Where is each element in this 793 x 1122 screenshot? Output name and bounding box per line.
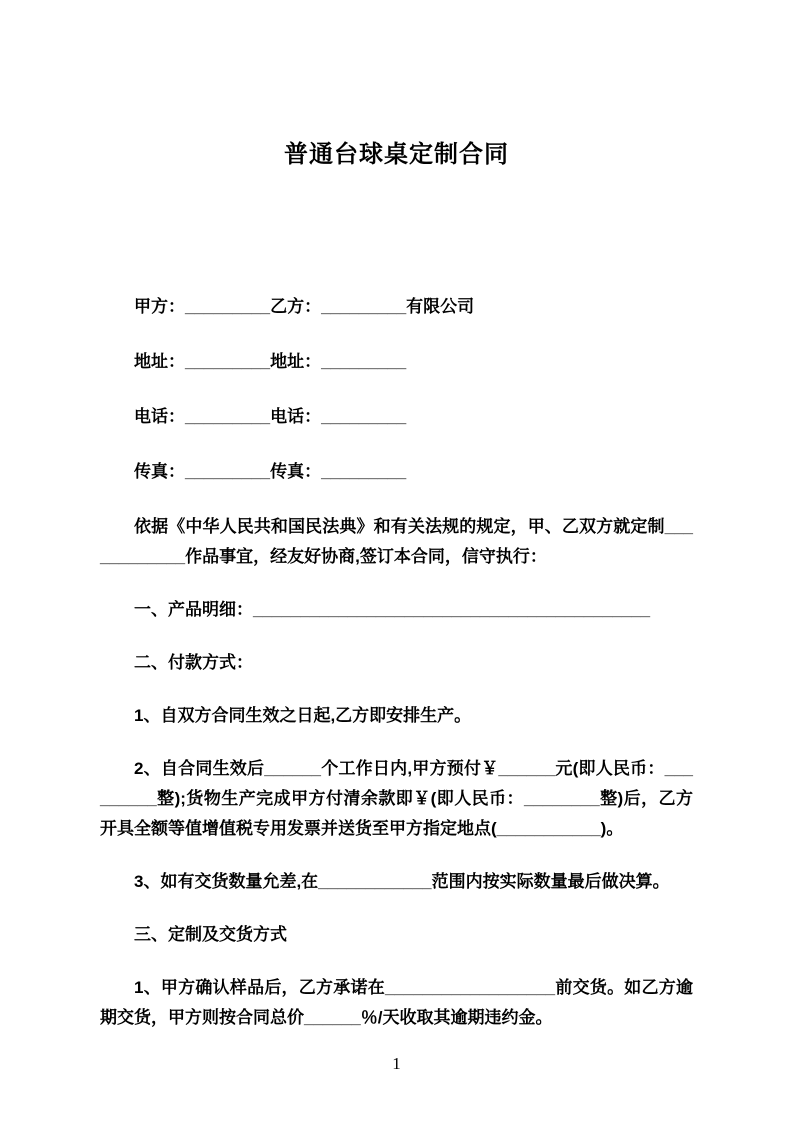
intro-paragraph: 依据《中华人民共和国民法典》和有关法规的规定，甲、乙双方就定制____________作品事宜，经友好协商,签订本合同，信守执行： bbox=[100, 517, 693, 566]
clause-payment-item-3: 3、如有交货数量允差,在____________范围内按实际数量最后做决算。 bbox=[134, 872, 670, 891]
party-line-phone: 电话：_________电话：_________ bbox=[134, 407, 407, 426]
clause-payment-item-1: 1、自双方合同生效之日起,乙方即安排生产。 bbox=[134, 706, 472, 725]
clause-payment-heading: 二、付款方式： bbox=[134, 653, 253, 672]
clause-delivery-heading: 三、定制及交货方式 bbox=[134, 925, 287, 944]
party-line-fax: 传真：_________传真：_________ bbox=[134, 462, 407, 481]
contract-title: 普通台球桌定制合同 bbox=[284, 141, 509, 168]
clause-delivery-item-1: 1、甲方确认样品后，乙方承诺在__________________前交货。如乙方逾期交货，甲方则按合同总价______％/天收取其逾期违约金。 bbox=[100, 978, 693, 1027]
page-footer bbox=[0, 1054, 793, 1074]
clause-product-details: 一、产品明细：__________________________________________ bbox=[134, 600, 651, 619]
clause-payment-item-2: 2、自合同生效后______个工作日内,甲方预付￥______元(即人民币：_________整);货物生产完成甲方付清余款即￥(即人民币：________整)后，乙方开具全额等值增值税专用发票并送货至甲方指定地点(___________)。 bbox=[100, 759, 693, 838]
party-line-address: 地址：_________地址：_________ bbox=[134, 352, 407, 371]
party-info-block bbox=[100, 292, 693, 487]
party-line-jiafang-yifang: 甲方：_________乙方：_________有限公司 bbox=[134, 297, 475, 316]
page-number: 1 bbox=[392, 1054, 401, 1073]
